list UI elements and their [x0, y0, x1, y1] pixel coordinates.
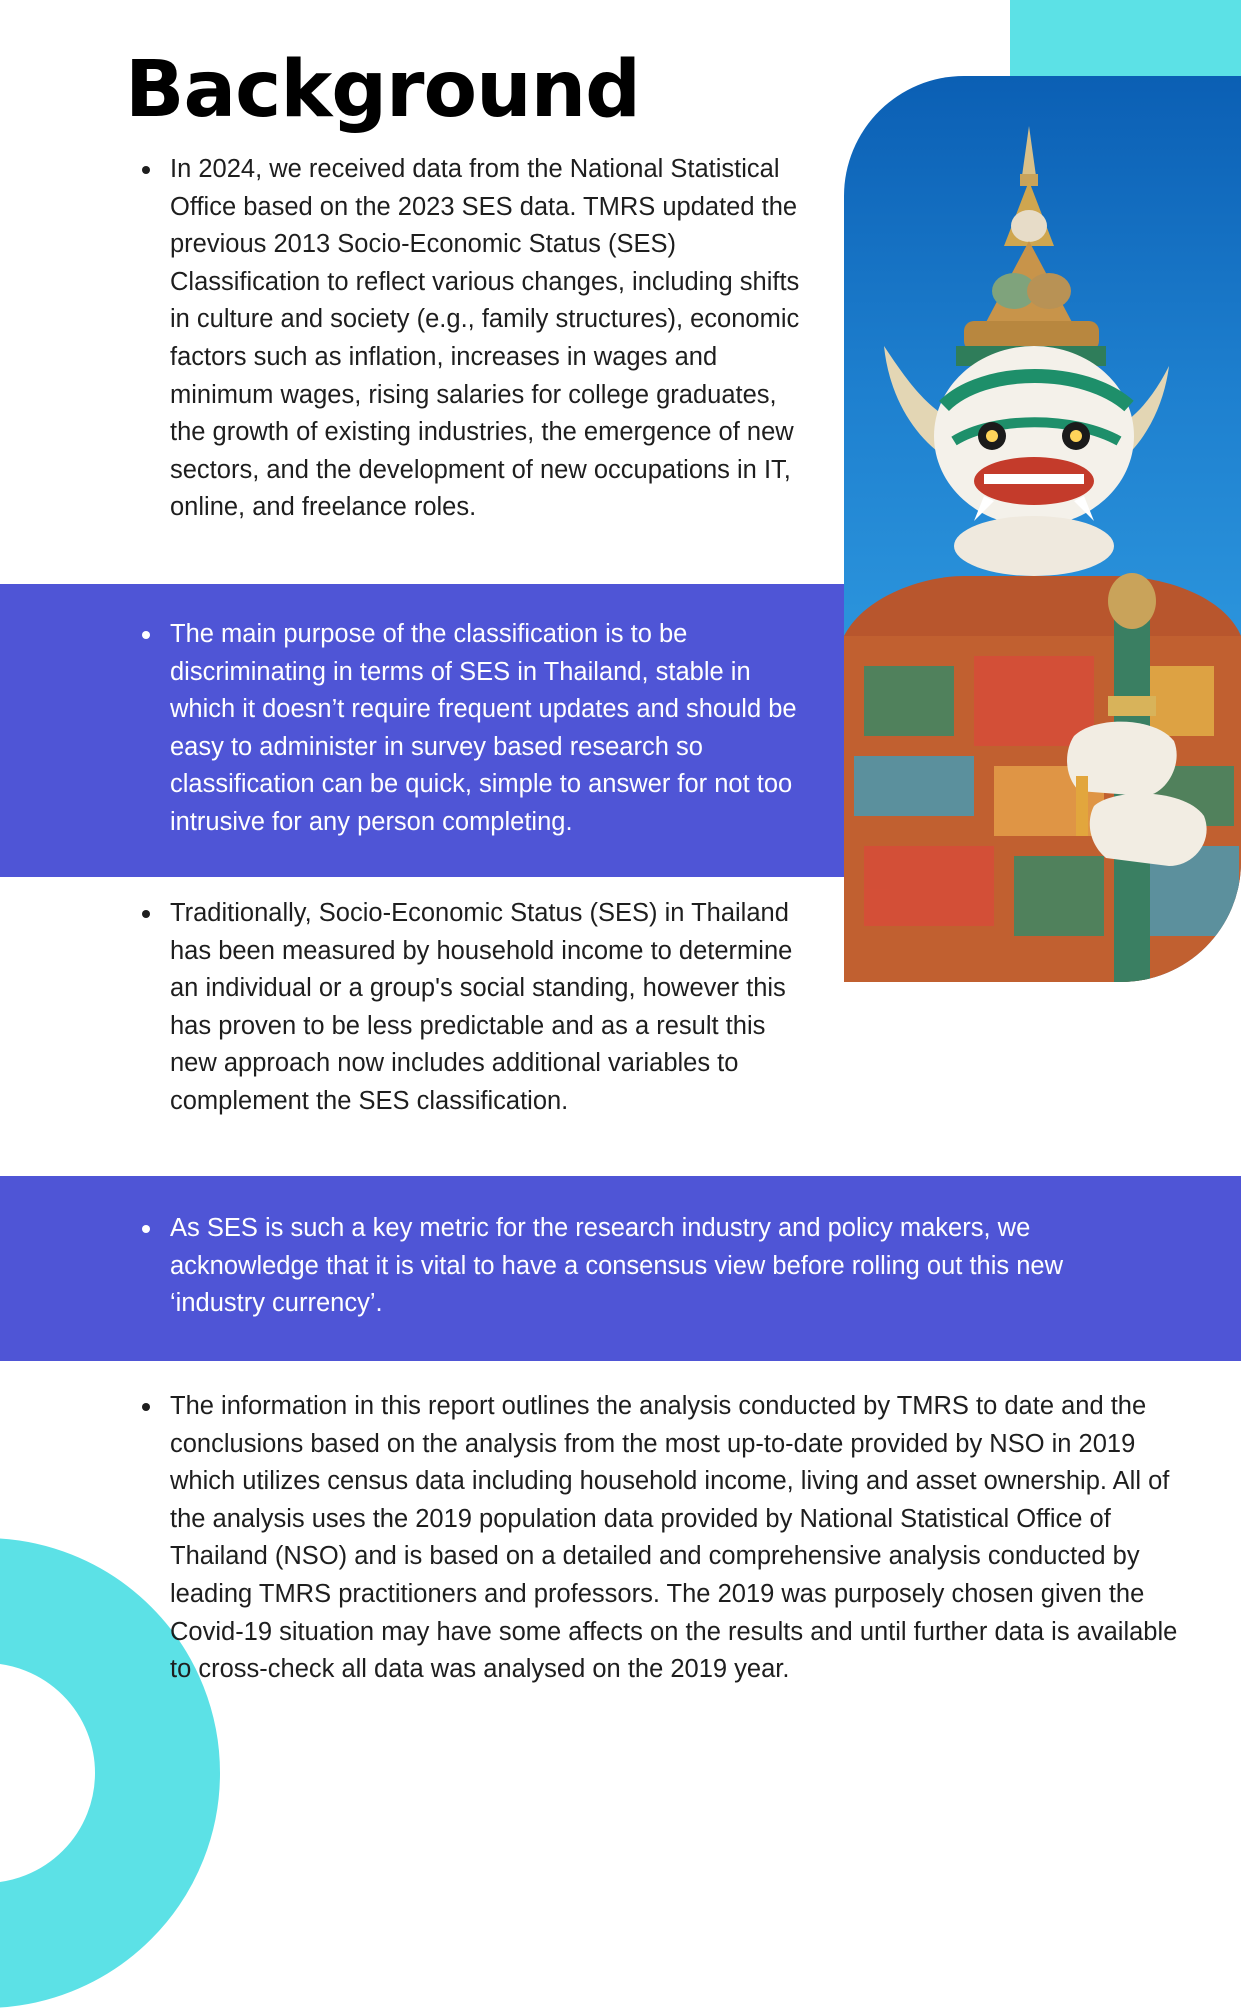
statue-illustration	[844, 76, 1241, 982]
bullet-paragraph: In 2024, we received data from the National Statistical Office based on the 2023 SES data. TMRS updated the previous 2013 Socio-Economic Status (SES) Classification to reflect various changes, including shifts in culture and society (e.g., family structures), economic factors such as inflation, increases in wages and minimum wages, rising salaries for college graduates, the growth of existing industries, the emergence of new sectors, and the development of new occupations in IT, online, and freelance roles.	[170, 151, 810, 527]
decorative-cyan-block	[1010, 0, 1241, 76]
bullet-paragraph: The main purpose of the classification is to be discriminating in terms of SES in Thailand, stable in which it doesn’t require frequent updates and should be easy to administer in survey based research so classification can be quick, simple to answer for not too intrusive for any person completing.	[170, 616, 810, 842]
bullet-paragraph: The information in this report outlines the analysis conducted by TMRS to date and the conclusions based on the analysis from the most up-to-date provided by NSO in 2019 which utilizes census data including household income, living and asset ownership. All of the analysis uses the 2019 population data provided by National Statistical Office of Thailand (NSO) and is based on a detailed and comprehensive analysis conducted by leading TMRS practitioners and professors. The 2019 was purposely chosen given the Covid-19 situation may have some affects on the results and until further data is available to cross-check all data was analysed on the 2019 year.	[170, 1388, 1180, 1689]
bullet-paragraph: Traditionally, Socio-Economic Status (SES) in Thailand has been measured by household income to determine an individual or a group's social standing, however this has proven to be less predictable and as a result this new approach now includes additional variables to complement the SES classification.	[170, 895, 810, 1121]
thai-giant-statue-image	[844, 76, 1241, 982]
bullet-paragraph: As SES is such a key metric for the research industry and policy makers, we acknowledge that it is vital to have a consensus view before rolling out this new ‘industry currency’.	[170, 1210, 1145, 1323]
page-title: Background	[125, 45, 640, 135]
